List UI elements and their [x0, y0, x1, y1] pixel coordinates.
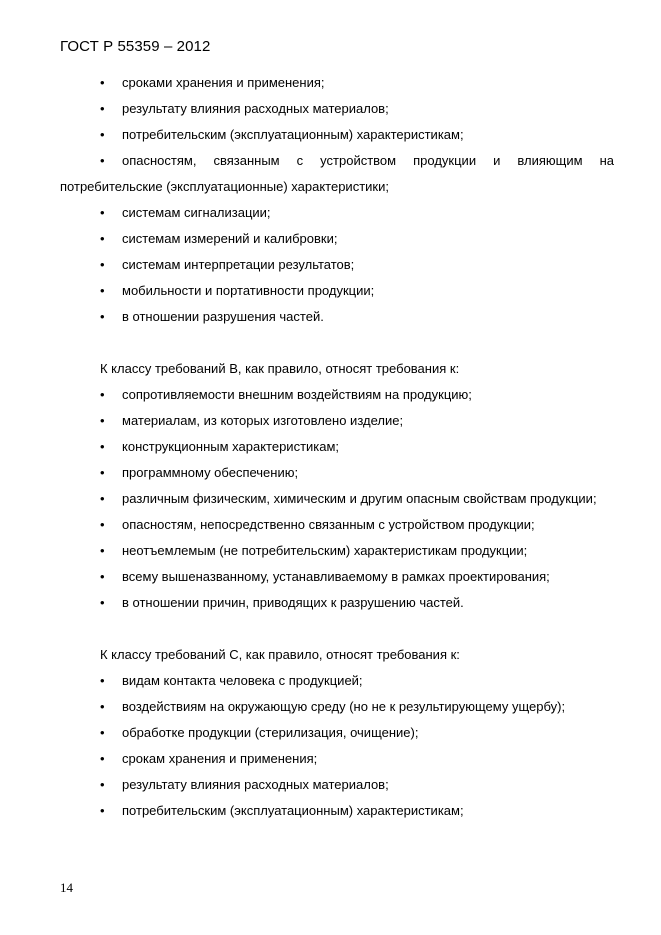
list-item: • системам интерпретации результатов; — [60, 252, 614, 278]
list-item: • в отношении разрушения частей. — [60, 304, 614, 330]
list-a — [60, 70, 614, 330]
list-item: • видам контакта человека с продукцией; — [60, 668, 614, 694]
list-item: • опасностям, непосредственно связанным с устройством продукции; — [60, 512, 614, 538]
class-b-intro: К классу требований В, как правило, относят требования к: — [100, 361, 460, 376]
list-item: • опасностям, связанным с устройством продукции и влияющим на потребительские (эксплуатационные) характеристики; — [60, 148, 614, 200]
list-item: • различным физическим, химическим и другим опасным свойствам продукции; — [60, 486, 614, 512]
list-item: • сопротивляемости внешним воздействиям на продукцию; — [60, 382, 614, 408]
list-item: • воздействиям на окружающую среду (но не к результирующему ущербу); — [60, 694, 614, 720]
page-number: 14 — [60, 880, 73, 895]
list-item: • обработке продукции (стерилизация, очищение); — [60, 720, 614, 746]
list-item: • системам измерений и калибровки; — [60, 226, 614, 252]
list-item: • неотъемлемым (не потребительским) характеристикам продукции; — [60, 538, 614, 564]
list-item: • результату влияния расходных материалов; — [60, 772, 614, 798]
list-item: • сроками хранения и применения; — [60, 70, 614, 96]
class-c-list — [60, 668, 614, 824]
list-item: • мобильности и портативности продукции; — [60, 278, 614, 304]
list-item: • конструкционным характеристикам; — [60, 434, 614, 460]
class-b-list — [60, 382, 614, 616]
list-item: • программному обеспечению; — [60, 460, 614, 486]
list-item: • потребительским (эксплуатационным) характеристикам; — [60, 798, 614, 824]
list-item: • материалам, из которых изготовлено изделие; — [60, 408, 614, 434]
page-header-standard: ГОСТ Р 55359 – 2012 — [60, 38, 211, 55]
list-item: • в отношении причин, приводящих к разрушению частей. — [60, 590, 614, 616]
list-item: • потребительским (эксплуатационным) характеристикам; — [60, 122, 614, 148]
list-item: • результату влияния расходных материалов; — [60, 96, 614, 122]
page-content — [60, 70, 614, 824]
list-item: • всему вышеназванному, устанавливаемому в рамках проектирования; — [60, 564, 614, 590]
list-item: • системам сигнализации; — [60, 200, 614, 226]
list-item: • срокам хранения и применения; — [60, 746, 614, 772]
class-c-intro: К классу требований С, как правило, относят требования к: — [100, 647, 460, 662]
